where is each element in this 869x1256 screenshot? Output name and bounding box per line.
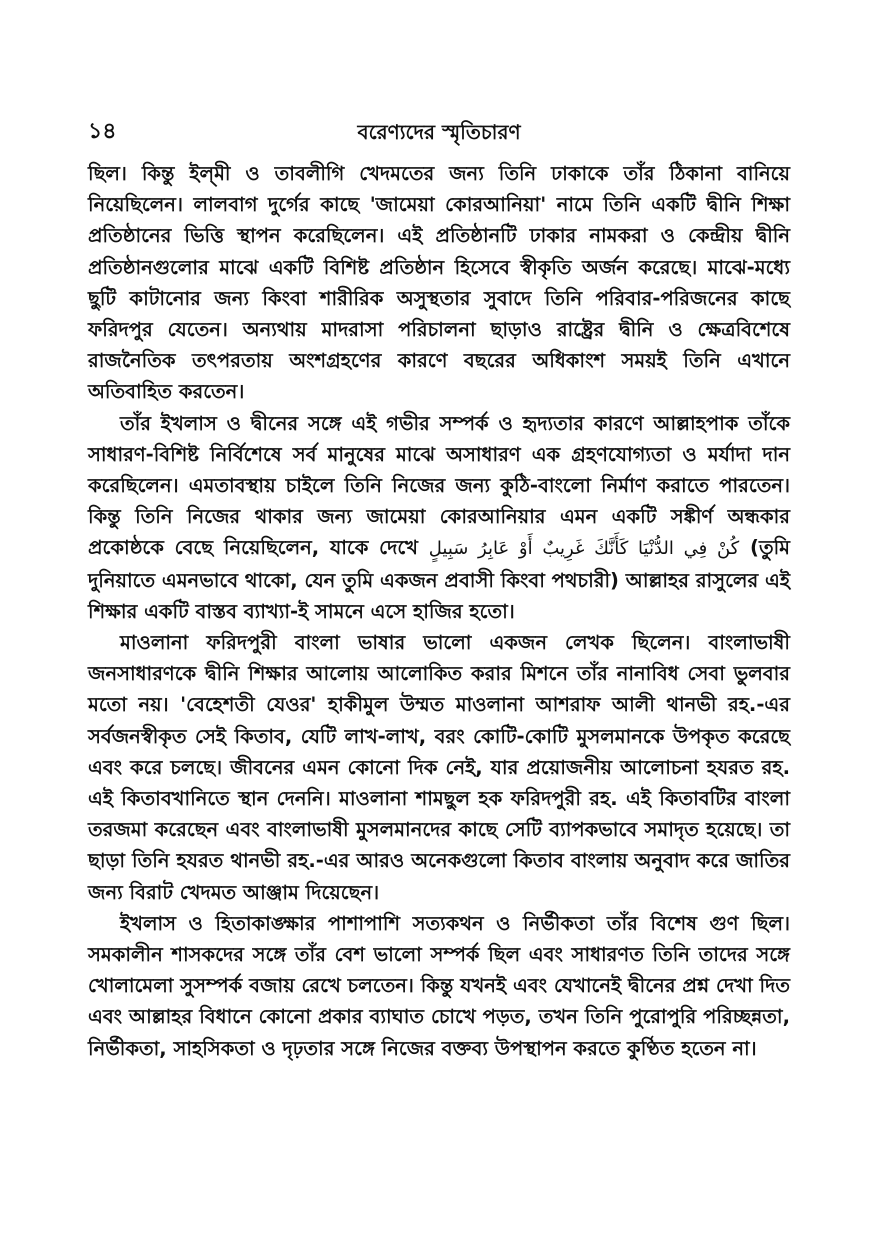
- arabic-hadith-quote: كُنْ فِي الدُّنْيَا كَأَنَّكَ غَرِيبٌ أَوْ عَابِرُ سَبِيلٍ: [428, 538, 740, 560]
- running-title: বরেণ্যদের স্মৃতিচারণ: [357, 120, 521, 144]
- page-header: [88, 116, 790, 156]
- book-page: [88, 116, 790, 1226]
- paragraph-1: ছিল। কিন্তু ইল্‌মী ও তাবলীগি খেদমতের জন্য তিনি ঢাকাকে তাঁর ঠিকানা বানিয়ে নিয়েছিলেন। লালবাগ দুর্গের কাছে 'জামেয়া কোরআনিয়া' নামে তিনি একটি দ্বীনি শিক্ষা প্রতিষ্ঠানের ভিত্তি স্থাপন করেছিলেন। এই প্রতিষ্ঠানটি ঢাকার নামকরা ও কেন্দ্রীয় দ্বীনি প্রতিষ্ঠানগুলোর মাঝে একটি বিশিষ্ট প্রতিষ্ঠান হিসেবে স্বীকৃতি অর্জন করেছে। মাঝে-মধ্যে ছুটি কাটানোর জন্য কিংবা শারীরিক অসুস্থতার সুবাদে তিনি পরিবার-পরিজনের কাছে ফরিদপুর যেতেন। অন্যথায় মাদরাসা পরিচালনা ছাড়াও রাষ্ট্রের দ্বীনি ও ক্ষেত্রবিশেষে রাজনৈতিক তৎপরতায় অংশগ্রহণের কারণে বছরের অধিকাংশ সময়ই তিনি এখানে অতিবাহিত করতেন।: [88, 162, 790, 404]
- body-text: [88, 158, 790, 1064]
- paragraph-2-text-before: তাঁর ইখলাস ও দ্বীনের সঙ্গে এই গভীর সম্পর্ক ও হৃদ্যতার কারণে আল্লাহপাক তাঁকে সাধারণ-বিশিষ্ট নির্বিশেষে সর্ব মানুষের মাঝে অসাধারণ এক গ্রহণযোগ্যতা ও মর্যাদা দান করেছিলেন। এমতাবস্থায় চাইলে তিনি নিজের জন্য কুঠি-বাংলো নির্মাণ করাতে পারতেন। কিন্তু তিনি নিজের থাকার জন্য জামেয়া কোরআনিয়ার এমন একটি সঙ্কীর্ণ অন্ধকার প্রকোষ্ঠকে বেছে নিয়েছিলেন, যাকে দেখে: [88, 411, 790, 560]
- paragraph-3: মাওলানা ফরিদপুরী বাংলা ভাষার ভালো একজন লেখক ছিলেন। বাংলাভাষী জনসাধারণকে দ্বীনি শিক্ষার আলোয় আলোকিত করার মিশনে তাঁর নানাবিধ সেবা ভুলবার মতো নয়। 'বেহেশতী যেওর' হাকীমুল উম্মত মাওলানা আশরাফ আলী থানভী রহ.-এর সর্বজনস্বীকৃত সেই কিতাব, যেটি লাখ-লাখ, বরং কোটি-কোটি মুসলমানকে উপকৃত করেছে এবং করে চলছে। জীবনের এমন কোনো দিক নেই, যার প্রয়োজনীয় আলোচনা হযরত রহ. এই কিতাবখানিতে স্থান দেননি। মাওলানা শামছুল হক ফরিদপুরী রহ. এই কিতাবটির বাংলা তরজমা করেছেন এবং বাংলাভাষী মুসলমানদের কাছে সেটি ব্যাপকভাবে সমাদৃত হয়েছে। তা ছাড়া তিনি হযরত থানভী রহ.-এর আরও অনেকগুলো কিতাব বাংলায় অনুবাদ করে জাতির জন্য বিরাট খেদমত আঞ্জাম দিয়েছেন।: [88, 631, 790, 904]
- paragraph-2-text-after: (তুমি দুনিয়াতে এমনভাবে থাকো, যেন তুমি একজন প্রবাসী কিংবা পথচারী) আল্লাহর রাসুলের এই শিক্ষার একটি বাস্তব ব্যাখ্যা-ই সামনে এসে হাজির হতো।: [88, 536, 790, 623]
- paragraph-4: ইখলাস ও হিতাকাঙ্ক্ষার পাশাপাশি সত্যকথন ও নির্ভীকতা তাঁর বিশেষ গুণ ছিল। সমকালীন শাসকদের সঙ্গে তাঁর বেশ ভালো সম্পর্ক ছিল এবং সাধারণত তিনি তাদের সঙ্গে খোলামেলা সুসম্পর্ক বজায় রেখে চলতেন। কিন্তু যখনই এবং যেখানেই দ্বীনের প্রশ্ন দেখা দিত এবং আল্লাহর বিধানে কোনো প্রকার ব্যাঘাত চোখে পড়ত, তখন তিনি পুরোপুরি পরিচ্ছন্নতা, নির্ভীকতা, সাহসিকতা ও দৃঢ়তার সঙ্গে নিজের বক্তব্য উপস্থাপন করতে কুণ্ঠিত হতেন না।: [88, 911, 790, 1060]
- paragraph-2: [88, 408, 790, 627]
- page-number: ১৪: [88, 119, 117, 144]
